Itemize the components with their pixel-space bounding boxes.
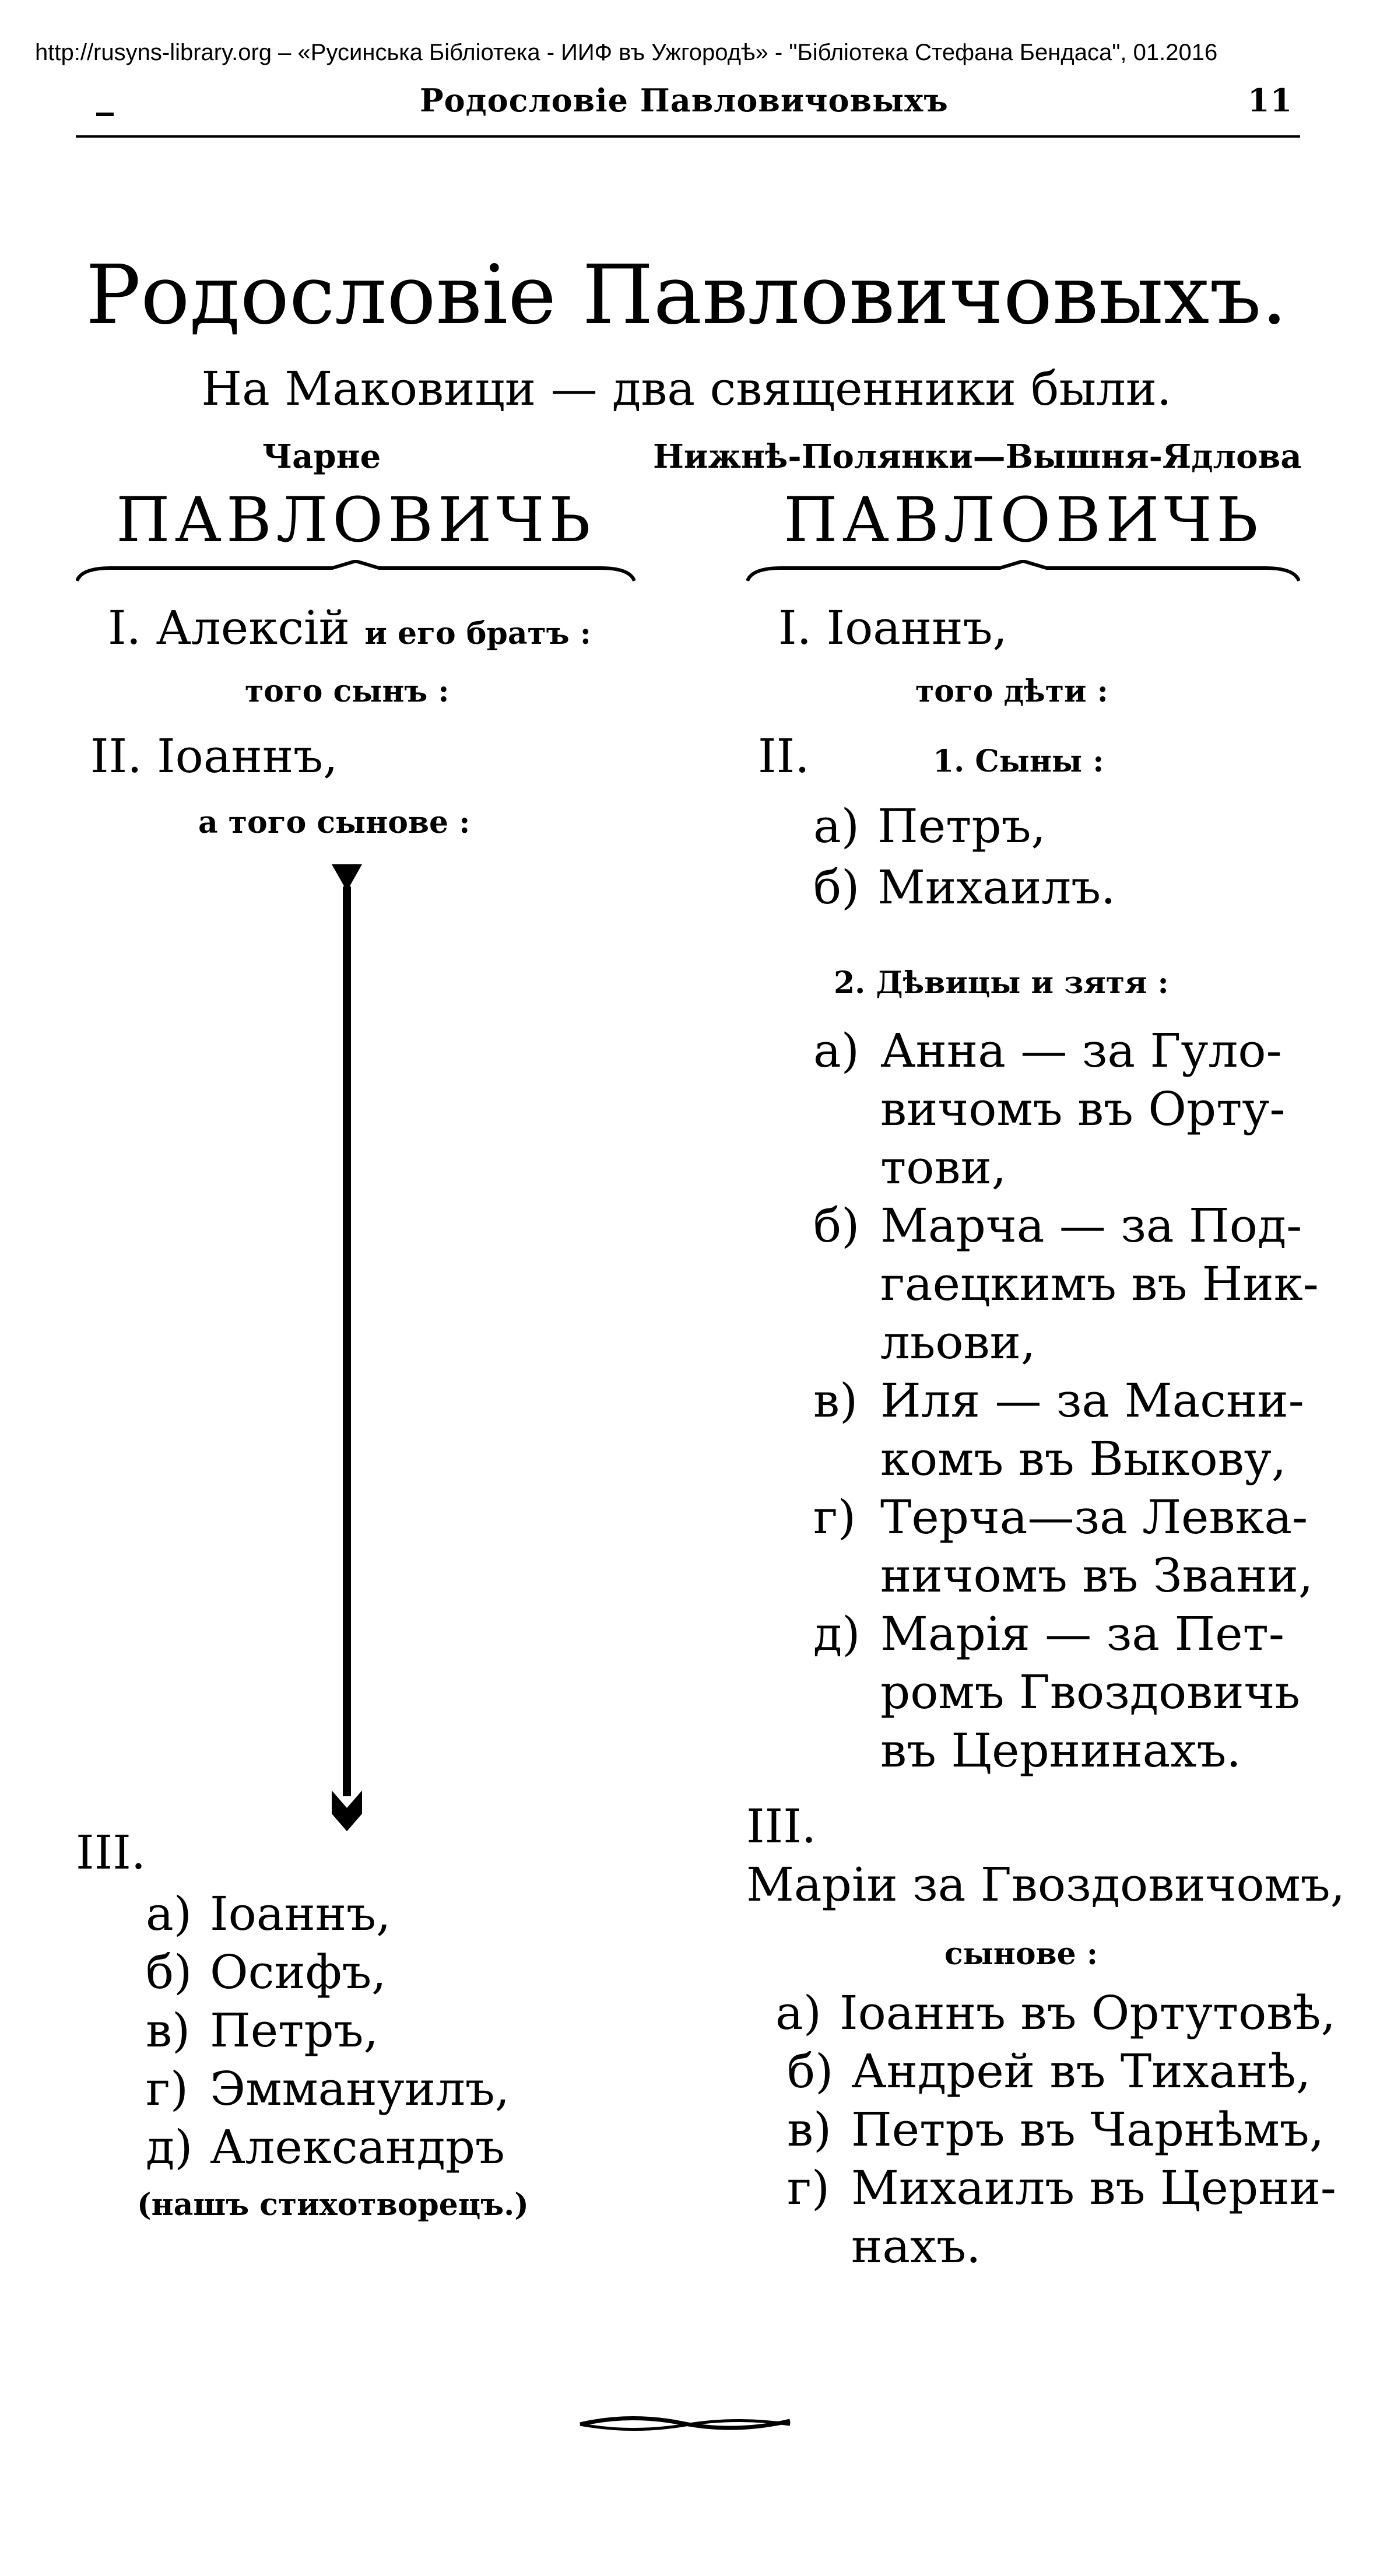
left-gen2-child-label: а того сынове : [198, 805, 470, 840]
left-gen1-numeral: I. [108, 601, 142, 655]
right-gen1-child-label: того дѣти : [915, 674, 1108, 709]
right-daughter-c-label: в) [813, 1373, 858, 1428]
descent-arrow [324, 863, 370, 1843]
left-gen1-child-label: того сынъ : [245, 674, 450, 709]
left-gen1-name: Алексій [156, 601, 350, 655]
page-number: 11 [1248, 82, 1293, 119]
right-daughter-e-line3: въ Цернинахъ. [880, 1723, 1241, 1778]
right-daughter-a-label: а) [813, 1024, 859, 1078]
right-daughter-e-line2: ромъ Гвоздовичь [880, 1665, 1300, 1719]
right-gen3-last-line: нахъ. [851, 2219, 981, 2273]
right-daughter-a-line1: Анна — за Гуло- [880, 1024, 1282, 1078]
header-rule [76, 135, 1300, 138]
right-gen3-item-b: б) Андрей въ Тиханѣ, [787, 2044, 1311, 2098]
left-gen2-numeral: II. [90, 729, 142, 783]
right-daughter-a-line2: вичомъ въ Орту- [880, 1082, 1286, 1136]
right-bracket [746, 560, 1300, 583]
left-family-name: ПАВЛОВИЧЬ [116, 484, 595, 556]
page-subtitle: На Маковици — два священники были. [201, 362, 1172, 416]
right-daughter-c-line2: комъ въ Выкову, [880, 1432, 1287, 1486]
left-bracket [76, 560, 635, 583]
right-daughter-c-line1: Иля — за Масни- [880, 1373, 1304, 1428]
right-daughters-label: 2. Дѣвицы и зятя : [834, 965, 1169, 1001]
right-gen3-numeral: III. [746, 1799, 817, 1853]
right-gen3-line: Маріи за Гвоздовичомъ, [746, 1857, 1346, 1912]
left-gen3-item-c: в) Петръ, [146, 2003, 378, 2058]
right-son-a: а) Петръ, [813, 799, 1046, 853]
left-gen3-item-e: д) Александръ [146, 2120, 505, 2174]
right-gen1 [778, 601, 1007, 655]
right-gen3-item-a: а) Іоаннъ въ Ортутовѣ, [775, 1986, 1336, 2040]
left-gen1-note: и его братъ : [364, 616, 591, 651]
left-gen3-numeral: III. [76, 1825, 146, 1880]
right-daughter-e-label: д) [813, 1607, 861, 1661]
left-place-name: Чарне [262, 437, 381, 476]
left-gen3-item-b: б) Осифъ, [146, 1945, 387, 1999]
left-gen2 [90, 729, 338, 783]
right-daughter-b-line3: льови, [880, 1315, 1036, 1369]
right-family-name: ПАВЛОВИЧЬ [784, 484, 1263, 556]
right-sons-label: 1. Сыны : [933, 744, 1104, 779]
right-daughter-b-line1: Марча — за Под- [880, 1198, 1302, 1253]
right-gen1-numeral: I. [778, 601, 812, 655]
right-daughter-b-line2: гаецкимъ въ Ник- [880, 1257, 1319, 1311]
right-daughter-d-line2: ничомъ въ Звани, [880, 1548, 1314, 1603]
right-place-name: Нижнѣ-Полянки—Вышня-Ядлова [653, 437, 1302, 476]
right-son-b: б) Михаилъ. [813, 860, 1116, 914]
running-head-title: Родословіе Павловичовыхъ [420, 82, 949, 119]
right-gen1-name: Іоаннъ, [826, 601, 1007, 655]
right-daughter-d-line1: Терча—за Левка- [880, 1490, 1308, 1544]
right-gen3-child-label: сынове : [944, 1936, 1098, 1972]
left-gen3-note: (нашъ стихотворецъ.) [137, 2187, 529, 2223]
page-title: Родословіе Павловичовыхъ. [86, 248, 1287, 343]
right-gen2-numeral: II. [758, 729, 810, 783]
left-gen3-item-d: г) Эммануилъ, [146, 2062, 510, 2116]
right-gen3-item-c: в) Петръ въ Чарнѣмъ, [787, 2102, 1325, 2157]
left-gen2-name: Іоаннъ, [157, 729, 338, 783]
right-daughter-b-label: б) [813, 1198, 860, 1253]
right-daughter-a-line3: тови, [880, 1140, 1007, 1194]
right-gen3-item-d: г) Михаилъ въ Церни- [787, 2161, 1336, 2215]
closing-ornament [577, 2412, 793, 2435]
right-daughter-e-line1: Марія — за Пет- [880, 1607, 1284, 1661]
right-daughter-d-label: г) [813, 1490, 856, 1544]
left-gen3-item-a: а) Іоаннъ, [146, 1887, 391, 1941]
left-gen1 [108, 601, 591, 655]
source-url-line: http://rusyns-library.org – «Русинська Бібліотека - ИИФ въ Ужгородѣ» - "Бібліотека Стефана Бендаса", 01.2016 [35, 40, 1218, 65]
ornament-dash [96, 113, 114, 116]
